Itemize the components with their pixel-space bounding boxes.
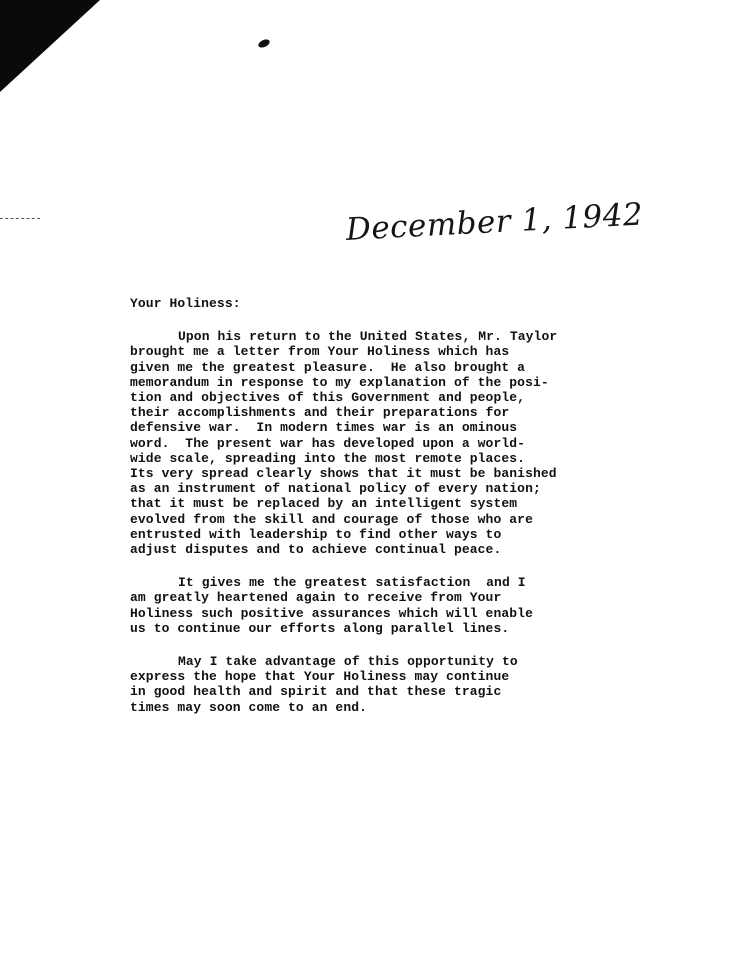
- paragraph-line: May I take advantage of this opportunity to: [178, 654, 518, 670]
- paragraph-line: us to continue our efforts along parallel lines.: [130, 620, 510, 636]
- paragraph-line: in good health and spirit and that these tragic: [130, 684, 502, 700]
- paragraph-line: entrusted with leadership to find other ways to: [130, 526, 502, 542]
- scan-corner-shadow: [0, 0, 100, 92]
- paragraph-1: [130, 329, 630, 557]
- handwritten-date: December 1, 1942: [345, 196, 645, 248]
- scan-edge-mark: [0, 218, 40, 219]
- ink-speck: [257, 38, 271, 49]
- paragraph-line: evolved from the skill and courage of those who are: [130, 511, 533, 527]
- paragraph-line: am greatly heartened again to receive from Your: [130, 590, 502, 606]
- paragraph-line: times may soon come to an end.: [130, 699, 368, 715]
- paragraph-line: Upon his return to the United States, Mr. Taylor: [178, 329, 558, 345]
- paragraph-line: tion and objectives of this Government and people,: [130, 390, 526, 406]
- paragraph-2: [130, 575, 630, 636]
- paragraph-line: memorandum in response to my explanation of the posi-: [130, 374, 549, 390]
- salutation: Your Holiness:: [130, 296, 241, 311]
- paragraph-3: [130, 654, 630, 715]
- paragraph-line: brought me a letter from Your Holiness which has: [130, 344, 510, 360]
- paragraph-line: Its very spread clearly shows that it must be banished: [130, 466, 557, 482]
- paragraph-line: wide scale, spreading into the most remote places.: [130, 450, 526, 466]
- letter-body: [130, 296, 630, 733]
- paragraph-line: Holiness such positive assurances which will enable: [130, 605, 533, 621]
- paragraph-line: their accomplishments and their preparations for: [130, 405, 510, 421]
- paragraph-line: that it must be replaced by an intelligent system: [130, 496, 518, 512]
- paragraph-line: It gives me the greatest satisfaction and I: [178, 575, 526, 591]
- paragraph-line: adjust disputes and to achieve continual peace.: [130, 542, 502, 558]
- paragraph-line: express the hope that Your Holiness may continue: [130, 669, 510, 685]
- paragraph-line: as an instrument of national policy of every nation;: [130, 481, 541, 497]
- paragraph-line: defensive war. In modern times war is an ominous: [130, 420, 518, 436]
- paragraph-line: word. The present war has developed upon a world-: [130, 435, 526, 451]
- paragraph-line: given me the greatest pleasure. He also brought a: [130, 359, 526, 375]
